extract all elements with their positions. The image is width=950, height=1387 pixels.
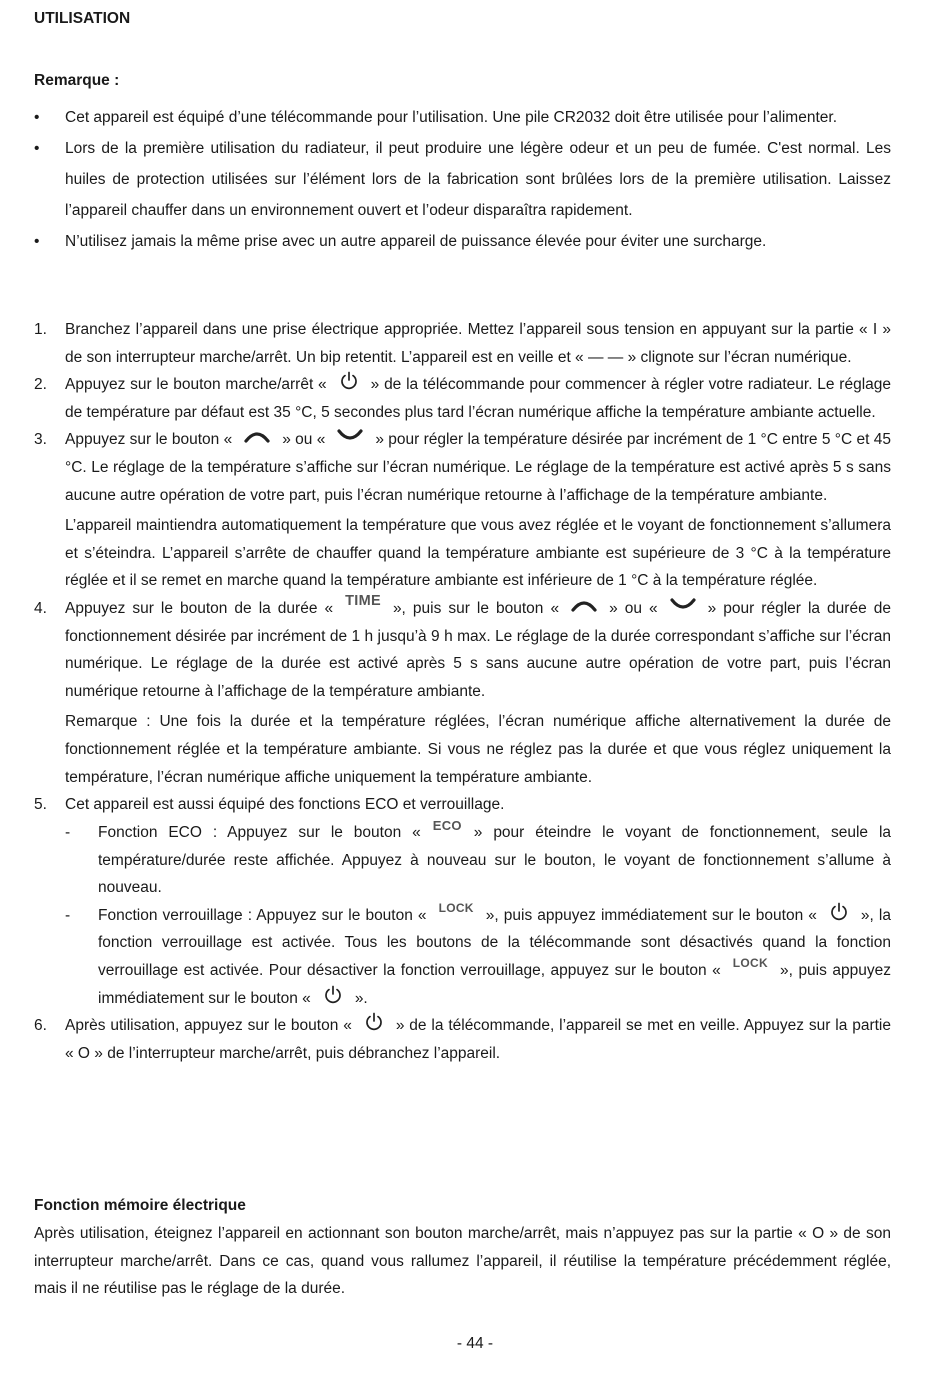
- chevron-up-icon: [244, 429, 270, 443]
- text-segment: », puis appuyez immédiatement sur le bouton «: [98, 961, 891, 1007]
- text-segment: », puis sur le bouton «: [392, 599, 560, 617]
- bullet-item: • Cet appareil est équipé d’une télécommande pour l’utilisation. Une pile CR2032 doit être utilisée pour l’alimenter.: [34, 102, 891, 133]
- text-segment: » de la télécommande pour commencer à régler votre radiateur. Le réglage de température par défaut est 35 °C, 5 secondes plus tard l’écran numérique affiche la température ambiante actuelle.: [65, 376, 892, 421]
- text-segment: » ou «: [282, 431, 326, 449]
- remark-heading: Remarque :: [34, 72, 120, 89]
- step-number: 1.: [34, 321, 47, 338]
- memory-paragraph: Après utilisation, éteignez l’appareil en actionnant son bouton marche/arrêt, mais n’appuyez pas sur la partie « O » de son interrupteur marche/arrêt. Dans ce cas, quand vous rallumez l’appareil, il réutilise la température précédemment réglée, mais il ne réutilise pas le réglage de la durée.: [34, 1225, 891, 1298]
- chevron-up-icon: [571, 598, 597, 612]
- bullet-item: • Lors de la première utilisation du radiateur, il peut produire une légère odeur et un peu de fumée. C'est normal. Les huiles de protection utilisées sur l’élément lors de la fabrication sont brûlées lors de la première utilisation. Laissez l’appareil chauffer dans un environnement ouvert et l’odeur disparaîtra rapidement.: [34, 133, 891, 226]
- step-item: [34, 791, 891, 1012]
- remark-bullet-list: [34, 102, 891, 257]
- step-text: [65, 1012, 891, 1067]
- page-number: - 44 -: [456, 1335, 494, 1352]
- section-title: UTILISATION: [34, 10, 131, 27]
- step-number: 2.: [34, 376, 47, 394]
- step-text: [65, 426, 891, 509]
- power-icon: [829, 902, 849, 922]
- power-icon: [339, 371, 359, 391]
- chevron-down-icon: [670, 598, 696, 612]
- sublist-item-lock: [65, 902, 891, 1013]
- text-segment: », puis appuyez immédiatement sur le bouton «: [485, 906, 817, 924]
- eco-label-icon: ECO: [432, 817, 462, 833]
- chevron-down-icon: [337, 429, 363, 443]
- text-segment: Fonction ECO : Appuyez sur le bouton «: [98, 823, 421, 841]
- text-segment: Fonction verrouillage : Appuyez sur le bouton «: [98, 906, 427, 924]
- step-number: 5.: [34, 796, 47, 814]
- text-segment: » pour régler la durée de fonctionnement désirée par incrément de 1 h jusqu’à 9 h max. Le réglage de la durée correspondant s’affiche sur l’écran numérique. Le réglage de la durée est activé après 5 s sans aucune autre opération de votre part, puis l’écran numérique retourne à l’affichage de la température ambiante.: [65, 599, 891, 700]
- text-segment: » pour éteindre le voyant de fonctionnement, seule la température/durée reste affichée. Appuyez à nouveau sur le bouton, le voyant de fonctionnement s’allume à nouveau.: [98, 823, 892, 897]
- power-icon: [364, 1012, 384, 1032]
- lock-label-icon: LOCK: [732, 956, 768, 971]
- sublist-item-eco: [65, 819, 891, 902]
- step-text: Branchez l’appareil dans une prise électrique appropriée. Mettez l’appareil sous tension en appuyant sur la partie « I » de son interrupteur marche/arrêt. Un bip retentit. L’appareil est en veille et « — — » clignote sur l’écran numérique.: [65, 321, 891, 366]
- step-text: Cet appareil est aussi équipé des fonctions ECO et verrouillage.: [65, 796, 505, 814]
- function-sublist: [65, 819, 891, 1012]
- steps-list: [34, 316, 891, 1067]
- step-item: [34, 426, 891, 595]
- time-label-icon: TIME: [345, 593, 381, 610]
- memory-heading: Fonction mémoire électrique: [34, 1197, 246, 1214]
- step-number: 6.: [34, 1017, 47, 1035]
- step-paragraph: Remarque : Une fois la durée et la température réglées, l’écran numérique affiche alternativement la durée de fonctionnement réglée et la température ambiante. Si vous ne réglez pas la durée et que vous réglez uniquement la température, l’écran numérique affiche uniquement la température ambiante.: [65, 713, 891, 786]
- text-segment: ».: [354, 989, 368, 1007]
- text-segment: Appuyez sur le bouton de la durée «: [65, 599, 334, 617]
- step-item: [34, 1012, 891, 1067]
- step-item: [34, 595, 891, 791]
- bullet-item: • N’utilisez jamais la même prise avec un autre appareil de puissance élevée pour éviter une surcharge.: [34, 226, 891, 257]
- text-segment: » pour régler la température désirée par incrément de 1 °C entre 5 °C et 45 °C. Le réglage de la température s’affiche sur l’écran numérique. Le réglage de la température est activé après 5 s sans aucune autre opération de votre part, puis l’écran numérique retourne à l’affichage de la température ambiante.: [65, 431, 891, 504]
- text-segment: », la fonction verrouillage est activée. Tous les boutons de la télécommande sont désactivés quand la fonction verrouillage est activée. Pour désactiver la fonction verrouillage, appuyez sur le bouton «: [98, 906, 891, 979]
- step-number: 4.: [34, 599, 47, 617]
- step-item: [34, 371, 891, 426]
- text-segment: » de la télécommande, l’appareil se met en veille. Appuyez sur la partie « O » de l’interrupteur marche/arrêt, puis débranchez l’appareil.: [65, 1017, 891, 1062]
- text-segment: Appuyez sur le bouton «: [65, 431, 233, 449]
- step-number: 3.: [34, 431, 47, 449]
- step-text: [65, 371, 891, 426]
- step-item: [34, 316, 891, 371]
- step-paragraph: L’appareil maintiendra automatiquement la température que vous avez réglée et le voyant de fonctionnement s’allumera et s’éteindra. L’appareil s’arrête de chauffer quand la température ambiante est supérieure de 3 °C à la température réglée et il se remet en marche quand la température ambiante est inférieure de 1 °C à la température réglée.: [65, 517, 891, 590]
- step-text: [65, 595, 891, 705]
- text-segment: » ou «: [609, 599, 658, 617]
- text-segment: Après utilisation, appuyez sur le bouton «: [65, 1017, 352, 1035]
- lock-label-icon: LOCK: [438, 900, 474, 915]
- power-icon: [323, 985, 343, 1005]
- text-segment: Appuyez sur le bouton marche/arrêt «: [65, 376, 327, 394]
